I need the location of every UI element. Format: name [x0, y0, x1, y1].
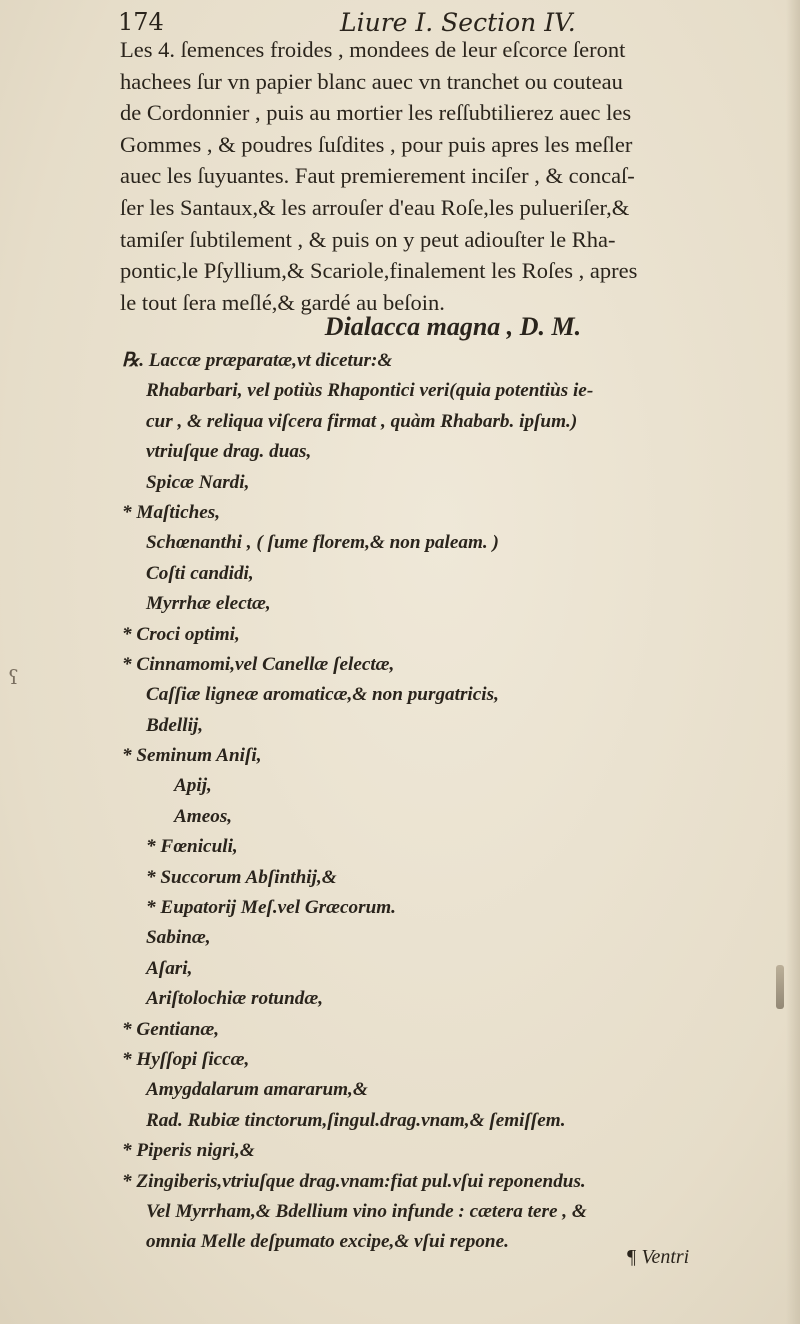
paragraph-line: hachees ſur vn papier blanc auec vn tranchet ou couteau — [120, 68, 623, 94]
recipe-line: vtriuſque drag. duas, — [146, 441, 312, 463]
paragraph-line: Les 4. ſemences froides , mondees de leur eſcorce ſeront — [120, 37, 626, 62]
recipe-line: Ameos, — [174, 805, 233, 827]
recipe-line: Spicæ Nardi, — [146, 471, 250, 493]
paragraph-line: auec les ſuyuantes. Faut premierement inciſer , & concaſ- — [120, 163, 635, 189]
recipe-line: Aſari, — [146, 957, 193, 979]
recipe-line: cur , & reliqua viſcera firmat , quàm Rhabarb. ipſum.) — [146, 410, 578, 432]
margin-stain — [776, 965, 784, 1009]
recipe-line: * Piperis nigri,& — [122, 1140, 255, 1162]
recipe-line: Schœnanthi , ( ſume florem,& non paleam. ) — [146, 532, 499, 554]
recipe-line: * Maſtiches, — [122, 501, 221, 523]
recipe-list — [118, 346, 790, 1258]
recipe-line: Bdellij, — [146, 714, 204, 736]
recipe-line: Coſti candidi, — [146, 562, 254, 584]
paragraph — [120, 34, 786, 318]
recipe-title: Dialacca magna , D. M. — [324, 312, 582, 341]
recipe-line: * Croci optimi, — [122, 623, 240, 645]
page-number: 174 — [118, 8, 164, 36]
recipe-line: Ariſtolochiæ rotundæ, — [146, 988, 323, 1010]
recipe-line: * Zingiberis,vtriuſque drag.vnam:fiat pul.vſui reponendus. — [122, 1170, 586, 1192]
recipe-line: * Cinnamomi,vel Canellæ ſelectæ, — [122, 653, 395, 675]
paragraph-line: ſer les Santaux,& les arrouſer d'eau Roſe,les pulueriſer,& — [120, 194, 630, 220]
recipe-line: * Hyſſopi ſiccæ, — [122, 1048, 250, 1070]
recipe-line: * Seminum Aniſi, — [122, 745, 262, 767]
recipe-line: * Gentianæ, — [122, 1018, 220, 1040]
paragraph-line: pontic,le Pſyllium,& Scariole,finalement les Roſes , apres — [120, 258, 638, 284]
running-title: Liure I. Section IV. — [340, 8, 576, 37]
recipe-line: * Fœniculi, — [146, 836, 238, 858]
recipe-line: ℞. Laccæ præparatæ,vt dicetur:& — [122, 350, 393, 371]
recipe-line: Myrrhæ electæ, — [146, 593, 271, 615]
recipe-line: Vel Myrrham,& Bdellium vino infunde : cætera tere , & — [146, 1200, 587, 1222]
paragraph-line: tamiſer ſubtilement , & puis on y peut adiouſter le Rha- — [120, 226, 616, 252]
paragraph-line: de Cordonnier , puis au mortier les reſſubtilierez auec les — [120, 100, 632, 126]
recipe-line: * Succorum Abſinthij,& — [146, 866, 337, 888]
recipe-line: Rad. Rubiæ tinctorum,ſingul.drag.vnam,& ſemiſſem. — [146, 1109, 566, 1131]
catchword: ¶ Ventri — [626, 1246, 690, 1268]
recipe-line: * Eupatorij Meſ.vel Græcorum. — [146, 897, 396, 919]
margin-mark: ʕ — [8, 665, 19, 689]
paragraph-line: Gommes , & poudres ſuſdites , pour puis apres les meſler — [120, 131, 633, 157]
recipe-line: Rhabarbari, vel potiùs Rhapontici veri(quia potentiùs ie- — [146, 380, 594, 402]
recipe-line: Apij, — [174, 775, 212, 797]
recipe-line: Amygdalarum amararum,& — [146, 1079, 368, 1101]
recipe-line: Caſſiæ ligneæ aromaticæ,& non purgatricis, — [146, 684, 499, 706]
recipe-line: omnia Melle deſpumato excipe,& vſui repone. — [146, 1231, 509, 1253]
recipe-line: Sabinæ, — [146, 927, 211, 949]
paragraph-line: le tout ſera meſlé,& gardé au beſoin. — [120, 289, 445, 315]
